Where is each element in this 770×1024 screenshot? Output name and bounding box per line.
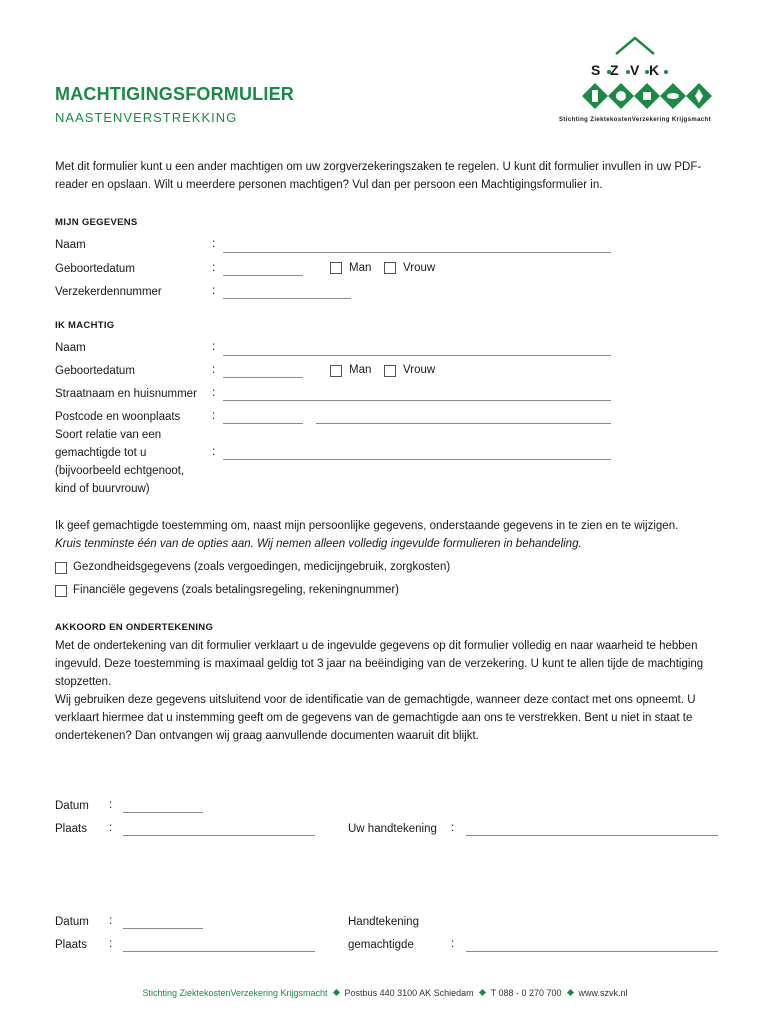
colon: : — [451, 938, 455, 950]
postcode-label: Postcode en woonplaats — [55, 411, 181, 423]
mijn-geboortedatum-field[interactable] — [223, 275, 303, 276]
section-mijn-gegevens: MIJN GEGEVENS — [55, 217, 138, 228]
relatie-label-1: Soort relatie van een — [55, 429, 162, 441]
logo-letter-z: Z — [610, 62, 619, 78]
szvk-logo-icon — [540, 32, 730, 127]
footer-address: Postbus 440 3100 AK Schiedam — [344, 988, 474, 998]
sig2-handtekening-label-2: gemachtigde — [348, 939, 414, 951]
gemachtigde-geboortedatum-field[interactable] — [223, 377, 303, 378]
sig2-plaats-label: Plaats — [55, 939, 87, 951]
financieel-label: Financiële gegevens (zoals betalingsregeling, rekeningnummer) — [73, 584, 400, 596]
colon: : — [212, 262, 216, 274]
footer — [0, 988, 770, 998]
financieel-checkbox[interactable] — [55, 585, 67, 597]
colon: : — [109, 938, 113, 950]
sig1-plaats-label: Plaats — [55, 823, 87, 835]
colon: : — [212, 387, 216, 399]
diamond-icon — [333, 989, 340, 996]
sig2-plaats-field[interactable] — [123, 951, 315, 952]
footer-web[interactable]: www.szvk.nl — [578, 988, 628, 998]
mijn-man-checkbox[interactable] — [330, 262, 342, 274]
intro-text: Met dit formulier kunt u een ander machtigen om uw zorgverzekeringszaken te regelen. U kunt dit formulier invullen in uw PDF-reader en opslaan. Wilt u meerdere personen machtigen? Vul dan per persoon een Machtigingsformulier in. — [55, 161, 702, 191]
relatie-field[interactable] — [223, 459, 611, 460]
gemachtigde-naam-label: Naam — [55, 342, 86, 354]
gezondheid-checkbox[interactable] — [55, 562, 67, 574]
mijn-naam-field[interactable] — [223, 252, 611, 253]
form-subtitle: NAASTENVERSTREKKING — [55, 110, 238, 125]
colon: : — [109, 822, 113, 834]
relatie-label-3: (bijvoorbeeld echtgenoot, — [55, 465, 185, 477]
gemachtigde-vrouw-label: Vrouw — [403, 364, 436, 376]
sig1-datum-field[interactable] — [123, 812, 203, 813]
colon: : — [212, 285, 216, 297]
mijn-naam-label: Naam — [55, 239, 86, 251]
colon: : — [212, 410, 216, 422]
diamond-icon — [566, 989, 573, 996]
szvk-logo — [540, 32, 730, 127]
gemachtigde-man-checkbox[interactable] — [330, 365, 342, 377]
akkoord-text-2: Wij gebruiken deze gegevens uitsluitend voor de identificatie van de gemachtigde, wanneer deze contact met ons opneemt. U verklaart hiermee dat u instemming geeft om de gegevens van de gemachtigde aan ons te verstrekken. Bent u niet in staat te ondertekenen? Dan ontvangen wij graag aanvullende documenten waaruit dit blijkt. — [55, 694, 696, 742]
straat-field[interactable] — [223, 400, 611, 401]
sig1-plaats-field[interactable] — [123, 835, 315, 836]
akkoord-text-1: Met de ondertekening van dit formulier verklaart u de ingevulde gegevens op dit formulier volledig en naar waarheid te hebben ingevuld. Deze toestemming is maximaal geldig tot 3 jaar na beëindiging van de verzekering. U kunt te allen tijde de machtiging stopzetten. — [55, 640, 704, 688]
toestemming-instruction — [55, 535, 725, 553]
mijn-vrouw-checkbox[interactable] — [384, 262, 396, 274]
colon: : — [212, 341, 216, 353]
diamond-icon — [479, 989, 486, 996]
gemachtigde-naam-field[interactable] — [223, 355, 611, 356]
straat-label: Straatnaam en huisnummer — [55, 388, 197, 400]
sig1-handtekening-field[interactable] — [466, 835, 718, 836]
mijn-man-label: Man — [349, 262, 372, 274]
footer-phone: T 088 - 0 270 700 — [490, 988, 562, 998]
sig2-datum-field[interactable] — [123, 928, 203, 929]
gemachtigde-vrouw-checkbox[interactable] — [384, 365, 396, 377]
gemachtigde-geboortedatum-label: Geboortedatum — [55, 365, 135, 377]
gezondheid-label: Gezondheidsgegevens (zoals vergoedingen, medicijngebruik, zorgkosten) — [73, 561, 451, 573]
sig2-handtekening-label-1: Handtekening — [348, 916, 419, 928]
verzekerdennummer-label: Verzekerdennummer — [55, 286, 162, 298]
section-ik-machtig: IK MACHTIG — [55, 320, 115, 331]
logo-letter-k: K — [649, 62, 660, 78]
postcode-field[interactable] — [223, 423, 303, 424]
woonplaats-field[interactable] — [316, 423, 611, 424]
toestemming-text: Ik geef gemachtigde toestemming om, naast mijn persoonlijke gegevens, onderstaande gegevens in te zien en te wijzigen. — [55, 520, 679, 532]
logo-letter-s: S — [591, 62, 601, 78]
sig1-datum-label: Datum — [55, 800, 89, 812]
relatie-label-4: kind of buurvrouw) — [55, 483, 150, 495]
relatie-label-2: gemachtigde tot u — [55, 447, 147, 459]
colon: : — [212, 446, 216, 458]
section-akkoord: AKKOORD EN ONDERTEKENING — [55, 622, 214, 633]
sig1-handtekening-label: Uw handtekening — [348, 823, 437, 835]
colon: : — [109, 915, 113, 927]
sig2-handtekening-field[interactable] — [466, 951, 718, 952]
verzekerdennummer-field[interactable] — [223, 298, 351, 299]
gemachtigde-man-label: Man — [349, 364, 372, 376]
logo-caption: Stichting ZiektekostenVerzekering Krijgsmacht — [558, 117, 712, 123]
logo-letter-v: V — [630, 62, 640, 78]
footer-org: Stichting ZiektekostenVerzekering Krijgsmacht — [142, 988, 328, 998]
mijn-geboortedatum-label: Geboortedatum — [55, 263, 135, 275]
mijn-vrouw-label: Vrouw — [403, 262, 436, 274]
colon: : — [212, 364, 216, 376]
sig2-datum-label: Datum — [55, 916, 89, 928]
colon: : — [212, 238, 216, 250]
form-title: MACHTIGINGSFORMULIER — [55, 84, 294, 104]
colon: : — [109, 799, 113, 811]
colon: : — [451, 822, 455, 834]
toestemming-instruction-text: Kruis tenminste één van de opties aan. Wij nemen alleen volledig ingevulde formulieren in behandeling. — [55, 538, 582, 550]
